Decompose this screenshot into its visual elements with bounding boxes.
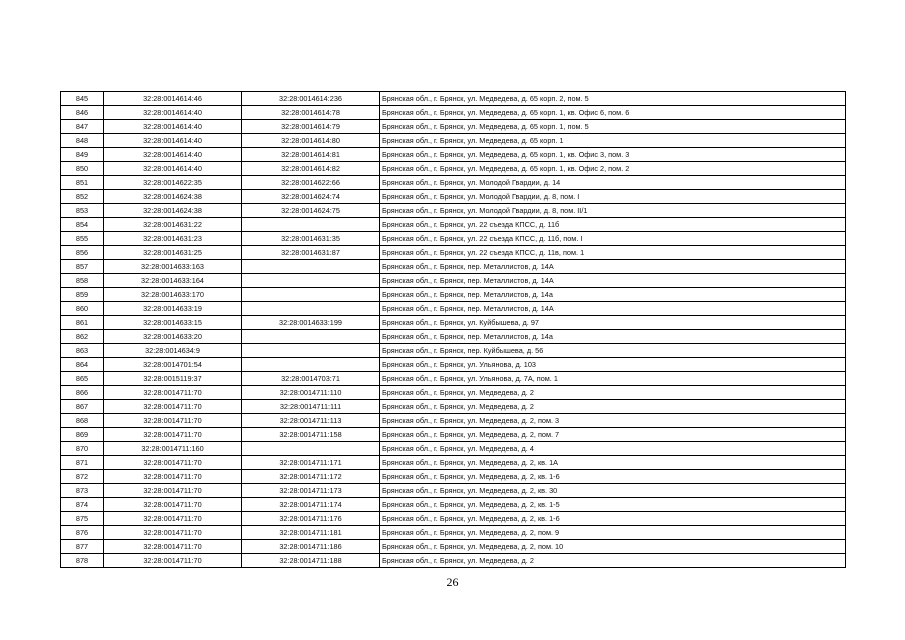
- row-number-cell: 859: [61, 288, 104, 302]
- building-number-cell: [242, 302, 380, 316]
- table-row: [61, 372, 846, 386]
- building-number-cell: 32:28:0014711:181: [242, 526, 380, 540]
- parcel-number-cell: 32:28:0014614:40: [104, 148, 242, 162]
- address-cell: Брянская обл., г. Брянск, ул. 22 съезда КПСС, д. 11в, пом. 1: [380, 246, 846, 260]
- address-cell: Брянская обл., г. Брянск, ул. Медведева, д. 65 корп. 1, кв. Офис 2, пом. 2: [380, 162, 846, 176]
- table-row: [61, 316, 846, 330]
- table-row: [61, 106, 846, 120]
- building-number-cell: 32:28:0014711:113: [242, 414, 380, 428]
- row-number-cell: 855: [61, 232, 104, 246]
- building-number-cell: 32:28:0014711:173: [242, 484, 380, 498]
- parcel-number-cell: 32:28:0014711:70: [104, 540, 242, 554]
- table-body: [61, 92, 846, 568]
- parcel-number-cell: 32:28:0014711:70: [104, 386, 242, 400]
- address-cell: Брянская обл., г. Брянск, ул. Молодой Гвардии, д. 14: [380, 176, 846, 190]
- parcel-number-cell: 32:28:0014633:15: [104, 316, 242, 330]
- row-number-cell: 862: [61, 330, 104, 344]
- building-number-cell: 32:28:0014624:74: [242, 190, 380, 204]
- row-number-cell: 865: [61, 372, 104, 386]
- row-number-cell: 870: [61, 442, 104, 456]
- table-row: [61, 232, 846, 246]
- table-row: [61, 554, 846, 568]
- building-number-cell: 32:28:0014711:110: [242, 386, 380, 400]
- building-number-cell: 32:28:0014614:81: [242, 148, 380, 162]
- parcel-number-cell: 32:28:0014711:70: [104, 428, 242, 442]
- address-cell: Брянская обл., г. Брянск, ул. Медведева, д. 2, пом. 7: [380, 428, 846, 442]
- row-number-cell: 873: [61, 484, 104, 498]
- parcel-number-cell: 32:28:0014631:22: [104, 218, 242, 232]
- row-number-cell: 857: [61, 260, 104, 274]
- parcel-number-cell: 32:28:0014624:38: [104, 204, 242, 218]
- parcel-number-cell: 32:28:0014711:160: [104, 442, 242, 456]
- row-number-cell: 871: [61, 456, 104, 470]
- parcel-number-cell: 32:28:0014633:19: [104, 302, 242, 316]
- address-cell: Брянская обл., г. Брянск, пер. Металлистов, д. 14а: [380, 330, 846, 344]
- building-number-cell: [242, 274, 380, 288]
- address-cell: Брянская обл., г. Брянск, ул. Медведева, д. 2, пом. 9: [380, 526, 846, 540]
- building-number-cell: 32:28:0014633:199: [242, 316, 380, 330]
- table-row: [61, 358, 846, 372]
- parcel-number-cell: 32:28:0014633:164: [104, 274, 242, 288]
- table-row: [61, 190, 846, 204]
- table-row: [61, 414, 846, 428]
- address-cell: Брянская обл., г. Брянск, ул. 22 съезда КПСС, д. 11б, пом. I: [380, 232, 846, 246]
- address-cell: Брянская обл., г. Брянск, ул. Медведева, д. 65 корп. 1, кв. Офис 3, пом. 3: [380, 148, 846, 162]
- parcel-number-cell: 32:28:0014701:54: [104, 358, 242, 372]
- parcel-number-cell: 32:28:0014711:70: [104, 498, 242, 512]
- table-row: [61, 302, 846, 316]
- parcel-number-cell: 32:28:0014711:70: [104, 456, 242, 470]
- parcel-number-cell: 32:28:0014711:70: [104, 470, 242, 484]
- table-row: [61, 148, 846, 162]
- row-number-cell: 852: [61, 190, 104, 204]
- building-number-cell: 32:28:0014622:66: [242, 176, 380, 190]
- row-number-cell: 869: [61, 428, 104, 442]
- row-number-cell: 877: [61, 540, 104, 554]
- row-number-cell: 874: [61, 498, 104, 512]
- address-cell: Брянская обл., г. Брянск, ул. Медведева, д. 2, кв. 1А: [380, 456, 846, 470]
- address-cell: Брянская обл., г. Брянск, ул. 22 съезда КПСС, д. 11б: [380, 218, 846, 232]
- parcel-number-cell: 32:28:0014614:40: [104, 120, 242, 134]
- table-row: [61, 428, 846, 442]
- table-row: [61, 540, 846, 554]
- building-number-cell: [242, 288, 380, 302]
- document-page: [60, 91, 845, 568]
- row-number-cell: 851: [61, 176, 104, 190]
- page-number: 26: [446, 575, 459, 589]
- table-row: [61, 162, 846, 176]
- table-row: [61, 484, 846, 498]
- address-cell: Брянская обл., г. Брянск, пер. Металлистов, д. 14А: [380, 302, 846, 316]
- building-number-cell: [242, 218, 380, 232]
- address-cell: Брянская обл., г. Брянск, ул. Медведева, д. 65 корп. 2, пом. 5: [380, 92, 846, 106]
- row-number-cell: 848: [61, 134, 104, 148]
- building-number-cell: 32:28:0014711:186: [242, 540, 380, 554]
- address-cell: Брянская обл., г. Брянск, ул. Медведева, д. 2, пом. 3: [380, 414, 846, 428]
- row-number-cell: 849: [61, 148, 104, 162]
- address-cell: Брянская обл., г. Брянск, ул. Ульянова, д. 7А, пом. 1: [380, 372, 846, 386]
- table-row: [61, 526, 846, 540]
- table-row: [61, 386, 846, 400]
- building-number-cell: 32:28:0014711:158: [242, 428, 380, 442]
- row-number-cell: 868: [61, 414, 104, 428]
- table-row: [61, 470, 846, 484]
- parcel-number-cell: 32:28:0014614:40: [104, 106, 242, 120]
- row-number-cell: 846: [61, 106, 104, 120]
- row-number-cell: 861: [61, 316, 104, 330]
- building-number-cell: [242, 260, 380, 274]
- table-row: [61, 204, 846, 218]
- address-cell: Брянская обл., г. Брянск, ул. Медведева, д. 4: [380, 442, 846, 456]
- parcel-number-cell: 32:28:0014633:20: [104, 330, 242, 344]
- table-row: [61, 92, 846, 106]
- parcel-number-cell: 32:28:0014634:9: [104, 344, 242, 358]
- table-row: [61, 218, 846, 232]
- building-number-cell: 32:28:0014711:176: [242, 512, 380, 526]
- address-cell: Брянская обл., г. Брянск, ул. Молодой Гвардии, д. 8, пом. II/1: [380, 204, 846, 218]
- row-number-cell: 867: [61, 400, 104, 414]
- row-number-cell: 872: [61, 470, 104, 484]
- table-row: [61, 512, 846, 526]
- parcel-number-cell: 32:28:0014631:25: [104, 246, 242, 260]
- address-cell: Брянская обл., г. Брянск, ул. Медведева, д. 2, кв. 30: [380, 484, 846, 498]
- building-number-cell: 32:28:0014711:172: [242, 470, 380, 484]
- row-number-cell: 853: [61, 204, 104, 218]
- building-number-cell: 32:28:0014614:78: [242, 106, 380, 120]
- address-cell: Брянская обл., г. Брянск, пер. Металлистов, д. 14а: [380, 288, 846, 302]
- building-number-cell: 32:28:0014711:188: [242, 554, 380, 568]
- row-number-cell: 866: [61, 386, 104, 400]
- building-number-cell: 32:28:0014614:82: [242, 162, 380, 176]
- parcel-number-cell: 32:28:0014711:70: [104, 526, 242, 540]
- parcel-number-cell: 32:28:0015119:37: [104, 372, 242, 386]
- parcel-number-cell: 32:28:0014633:170: [104, 288, 242, 302]
- address-cell: Брянская обл., г. Брянск, ул. Ульянова, д. 103: [380, 358, 846, 372]
- address-cell: Брянская обл., г. Брянск, ул. Медведева, д. 2: [380, 400, 846, 414]
- building-number-cell: 32:28:0014711:174: [242, 498, 380, 512]
- table-row: [61, 246, 846, 260]
- row-number-cell: 864: [61, 358, 104, 372]
- table-row: [61, 498, 846, 512]
- parcel-number-cell: 32:28:0014624:38: [104, 190, 242, 204]
- row-number-cell: 856: [61, 246, 104, 260]
- parcel-number-cell: 32:28:0014614:46: [104, 92, 242, 106]
- address-cell: Брянская обл., г. Брянск, ул. Медведева, д. 65 корп. 1, кв. Офис 6, пом. 6: [380, 106, 846, 120]
- table-row: [61, 134, 846, 148]
- address-cell: Брянская обл., г. Брянск, ул. Медведева, д. 65 корп. 1: [380, 134, 846, 148]
- parcel-number-cell: 32:28:0014711:70: [104, 484, 242, 498]
- address-cell: Брянская обл., г. Брянск, ул. Медведева, д. 65 корп. 1, пом. 5: [380, 120, 846, 134]
- row-number-cell: 863: [61, 344, 104, 358]
- table-row: [61, 330, 846, 344]
- row-number-cell: 875: [61, 512, 104, 526]
- address-cell: Брянская обл., г. Брянск, ул. Молодой Гвардии, д. 8, пом. I: [380, 190, 846, 204]
- building-number-cell: 32:28:0014711:111: [242, 400, 380, 414]
- row-number-cell: 860: [61, 302, 104, 316]
- row-number-cell: 878: [61, 554, 104, 568]
- cadastral-table: [60, 91, 846, 568]
- row-number-cell: 850: [61, 162, 104, 176]
- address-cell: Брянская обл., г. Брянск, ул. Медведева, д. 2, кв. 1-6: [380, 512, 846, 526]
- address-cell: Брянская обл., г. Брянск, ул. Медведева, д. 2, пом. 10: [380, 540, 846, 554]
- parcel-number-cell: 32:28:0014711:70: [104, 554, 242, 568]
- building-number-cell: 32:28:0014614:79: [242, 120, 380, 134]
- building-number-cell: [242, 358, 380, 372]
- building-number-cell: 32:28:0014703:71: [242, 372, 380, 386]
- row-number-cell: 876: [61, 526, 104, 540]
- address-cell: Брянская обл., г. Брянск, ул. Медведева, д. 2, кв. 1-6: [380, 470, 846, 484]
- table-row: [61, 176, 846, 190]
- building-number-cell: 32:28:0014711:171: [242, 456, 380, 470]
- table-row: [61, 456, 846, 470]
- building-number-cell: 32:28:0014631:35: [242, 232, 380, 246]
- building-number-cell: [242, 330, 380, 344]
- building-number-cell: 32:28:0014614:80: [242, 134, 380, 148]
- building-number-cell: [242, 442, 380, 456]
- parcel-number-cell: 32:28:0014711:70: [104, 512, 242, 526]
- parcel-number-cell: 32:28:0014622:35: [104, 176, 242, 190]
- parcel-number-cell: 32:28:0014631:23: [104, 232, 242, 246]
- parcel-number-cell: 32:28:0014614:40: [104, 162, 242, 176]
- row-number-cell: 847: [61, 120, 104, 134]
- building-number-cell: 32:28:0014624:75: [242, 204, 380, 218]
- address-cell: Брянская обл., г. Брянск, пер. Куйбышева, д. 56: [380, 344, 846, 358]
- parcel-number-cell: 32:28:0014711:70: [104, 400, 242, 414]
- table-row: [61, 344, 846, 358]
- address-cell: Брянская обл., г. Брянск, ул. Куйбышева, д. 97: [380, 316, 846, 330]
- table-row: [61, 120, 846, 134]
- parcel-number-cell: 32:28:0014614:40: [104, 134, 242, 148]
- table-row: [61, 442, 846, 456]
- address-cell: Брянская обл., г. Брянск, ул. Медведева, д. 2, кв. 1-5: [380, 498, 846, 512]
- address-cell: Брянская обл., г. Брянск, пер. Металлистов, д. 14А: [380, 274, 846, 288]
- table-row: [61, 288, 846, 302]
- table-row: [61, 260, 846, 274]
- row-number-cell: 845: [61, 92, 104, 106]
- table-row: [61, 400, 846, 414]
- parcel-number-cell: 32:28:0014633:163: [104, 260, 242, 274]
- row-number-cell: 858: [61, 274, 104, 288]
- building-number-cell: [242, 344, 380, 358]
- building-number-cell: 32:28:0014631:87: [242, 246, 380, 260]
- address-cell: Брянская обл., г. Брянск, ул. Медведева, д. 2: [380, 554, 846, 568]
- table-row: [61, 274, 846, 288]
- building-number-cell: 32:28:0014614:236: [242, 92, 380, 106]
- address-cell: Брянская обл., г. Брянск, ул. Медведева, д. 2: [380, 386, 846, 400]
- address-cell: Брянская обл., г. Брянск, пер. Металлистов, д. 14А: [380, 260, 846, 274]
- row-number-cell: 854: [61, 218, 104, 232]
- parcel-number-cell: 32:28:0014711:70: [104, 414, 242, 428]
